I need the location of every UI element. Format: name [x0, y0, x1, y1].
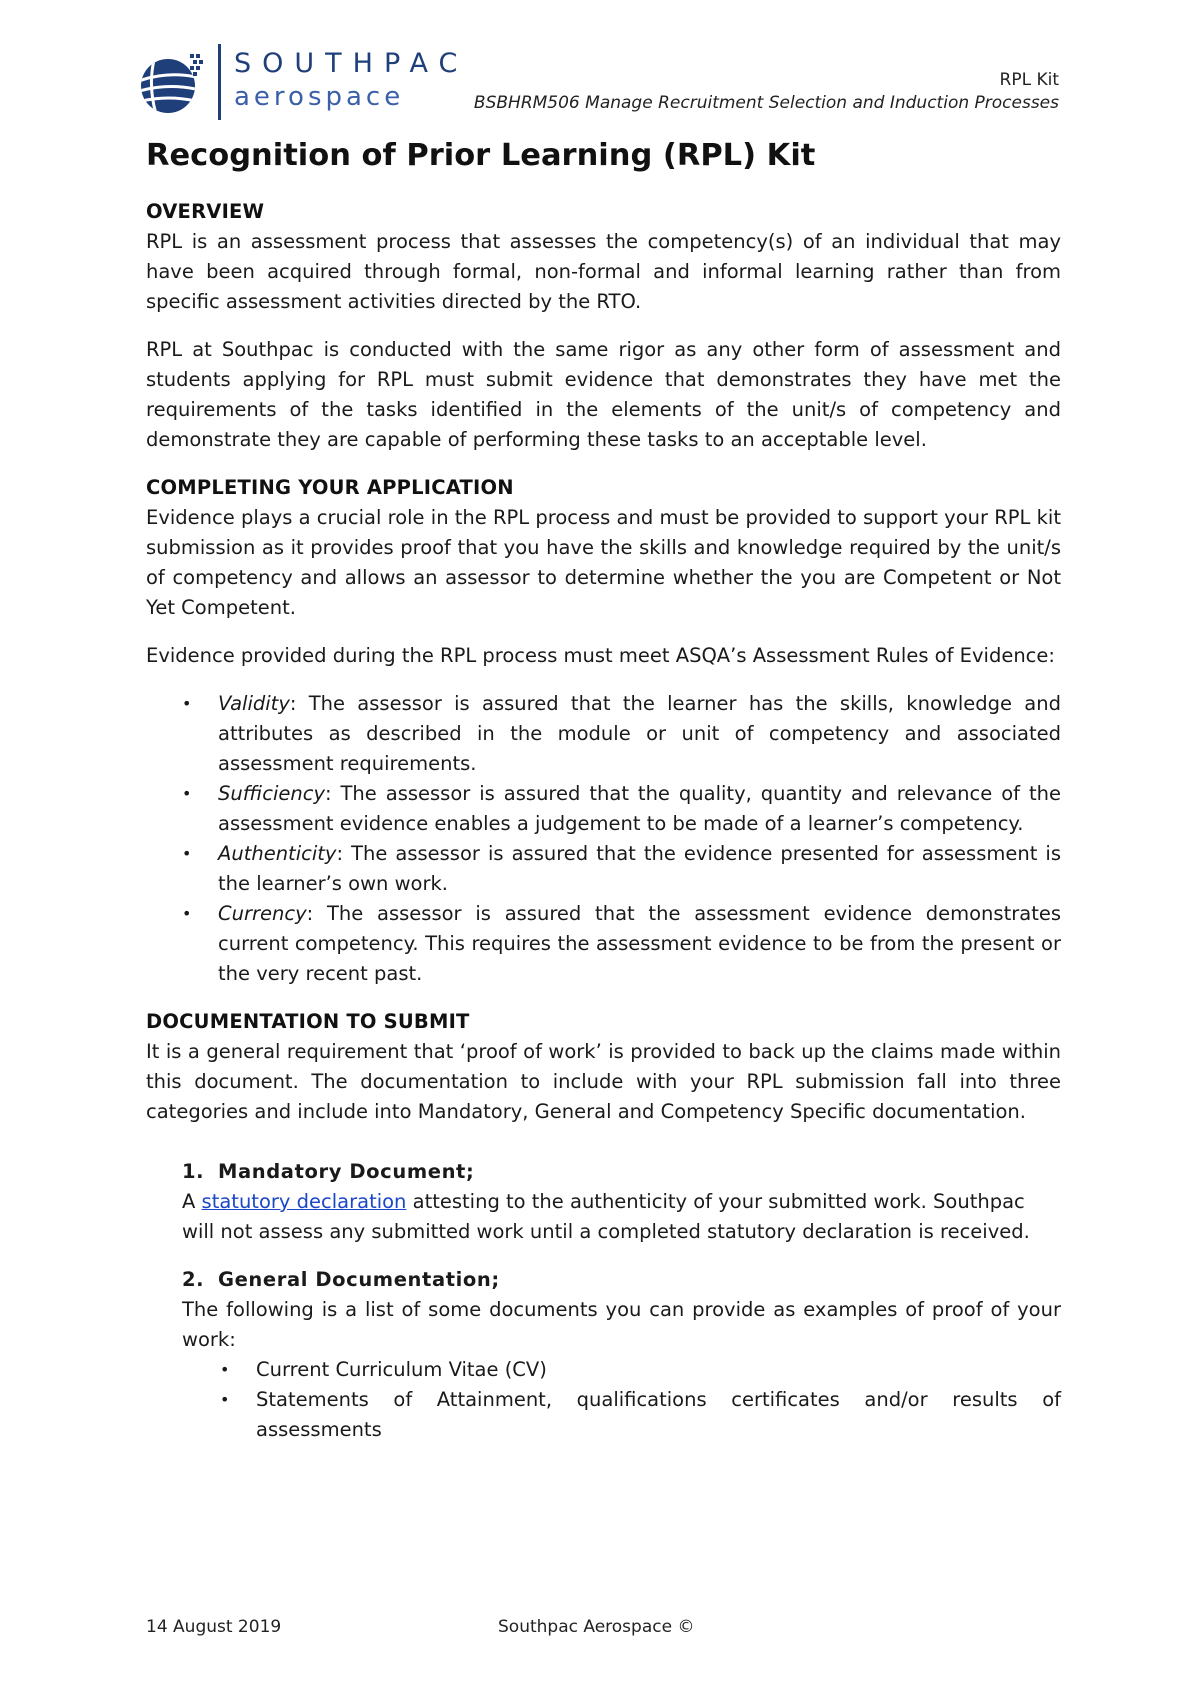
rule-text: : The assessor is assured that the assessment evidence demonstrates current competency. This requires the assessment evidence to be from the present or the very recent past.	[218, 902, 1061, 985]
section-number: 2.	[182, 1268, 205, 1291]
section-heading-text: General Documentation;	[218, 1268, 500, 1291]
logo-subtitle: aerospace	[234, 82, 405, 112]
section-heading-text: Mandatory Document;	[218, 1160, 475, 1183]
footer-copyright: Southpac Aerospace ©	[498, 1617, 695, 1637]
mandatory-paragraph	[182, 1187, 1061, 1247]
documentation-heading: DOCUMENTATION TO SUBMIT	[146, 1010, 470, 1033]
footer-date: 14 August 2019	[146, 1617, 282, 1637]
page-title: Recognition of Prior Learning (RPL) Kit	[146, 138, 816, 173]
rule-text: : The assessor is assured that the quality, quantity and relevance of the assessment evidence enables a judgement to be made of a learner’s competency.	[218, 782, 1061, 835]
list-item	[218, 899, 1061, 989]
list-item	[218, 779, 1061, 839]
rule-text: : The assessor is assured that the learner has the skills, knowledge and attributes as described in the module or unit of competency and associated assessment requirements.	[218, 692, 1061, 775]
statutory-declaration-link[interactable]: statutory declaration	[201, 1190, 407, 1213]
list-item: • Current Curriculum Vitae (CV)	[256, 1355, 1061, 1385]
header-unit-title: BSBHRM506 Manage Recruitment Selection and Induction Processes	[473, 93, 1059, 113]
rule-term: Sufficiency	[218, 782, 325, 805]
mandatory-heading	[182, 1157, 1061, 1187]
overview-paragraph-1: RPL is an assessment process that assesses the competency(s) of an individual that may have been acquired through formal, non-formal and informal learning rather than from specific assessment activities directed by the RTO.	[146, 230, 1061, 313]
rule-term: Validity	[218, 692, 290, 715]
globe-logo-icon	[134, 52, 212, 116]
documentation-paragraph: It is a general requirement that ‘proof of work’ is provided to back up the claims made within this document. The documentation to include with your RPL submission fall into three categories and include into Mandatory, General and Competency Specific documentation.	[146, 1040, 1061, 1123]
main-content	[146, 138, 1061, 1445]
list-item	[218, 839, 1061, 899]
rule-term: Currency	[218, 902, 307, 925]
rule-term: Authenticity	[218, 842, 337, 865]
logo-name: SOUTHPAC	[234, 48, 469, 79]
overview-paragraph-2: RPL at Southpac is conducted with the same rigor as any other form of assessment and students applying for RPL must submit evidence that demonstrates they have met the requirements of the tasks identified in the elements of the unit/s of competency and demonstrate they are capable of performing these tasks to an acceptable level.	[146, 338, 1061, 451]
list-item: • Statements of Attainment, qualifications certificates and/or results of assessments	[256, 1385, 1061, 1445]
general-intro: The following is a list of some documents you can provide as examples of proof of your work:	[182, 1298, 1061, 1351]
general-documents-list	[146, 1355, 1061, 1445]
completing-heading: COMPLETING YOUR APPLICATION	[146, 476, 514, 499]
text-span: attesting to the authenticity of your submitted work. Southpac will not assess any submitted work until a completed statutory declaration is received.	[182, 1190, 1030, 1243]
logo-divider	[218, 44, 221, 120]
rules-of-evidence-list	[146, 689, 1061, 989]
section-number: 1.	[182, 1160, 205, 1183]
header-kit-label: RPL Kit	[999, 70, 1059, 90]
rule-text: : The assessor is assured that the evidence presented for assessment is the learner’s own work.	[218, 842, 1061, 895]
overview-heading: OVERVIEW	[146, 200, 265, 223]
text-span: A	[182, 1190, 202, 1213]
general-heading	[182, 1265, 1061, 1295]
completing-paragraph-2: Evidence provided during the RPL process must meet ASQA’s Assessment Rules of Evidence:	[146, 644, 1055, 667]
southpac-logo	[134, 44, 469, 120]
completing-paragraph-1: Evidence plays a crucial role in the RPL process and must be provided to support your RPL kit submission as it provides proof that you have the skills and knowledge required by the unit/s of competency and allows an assessor to determine whether the you are Competent or Not Yet Competent.	[146, 506, 1061, 619]
list-item	[218, 689, 1061, 779]
